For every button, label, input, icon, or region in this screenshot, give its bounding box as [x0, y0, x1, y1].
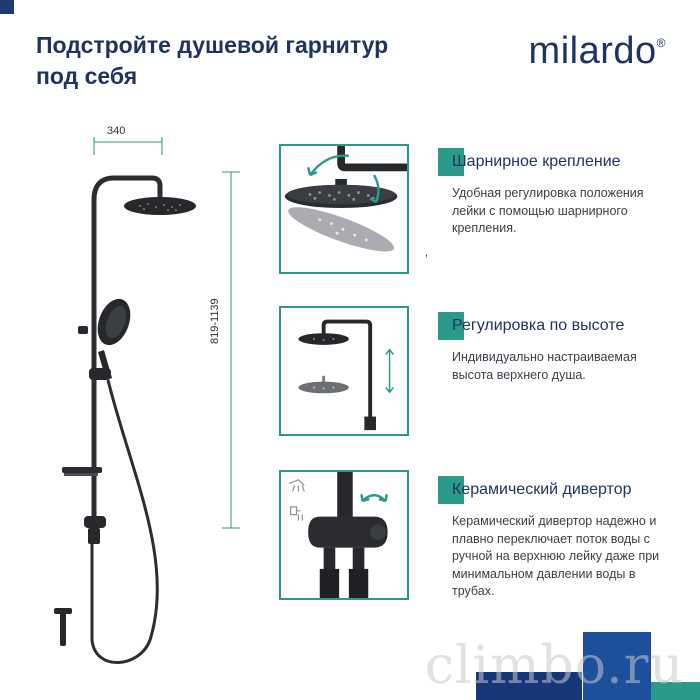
- diverter-icon: [281, 472, 407, 598]
- feature-description: Удобная регулировка положения лейки с помощью шарнирного крепления.: [452, 186, 644, 235]
- brand-name: milardo: [528, 30, 657, 72]
- soap-shelf: [62, 467, 102, 476]
- feature-swivel: [438, 148, 678, 238]
- registered-mark: ®: [656, 36, 666, 50]
- feature-height: [438, 312, 678, 384]
- height-dimension-label: 819-1139: [209, 298, 221, 344]
- feature-title: Шарнирное крепление: [438, 148, 678, 176]
- hand-shower: [92, 294, 137, 380]
- page-title-line1: Подстройте душевой гарнитур: [36, 32, 389, 58]
- height-adjust-icon: [281, 308, 407, 434]
- width-dimension-label: 340: [107, 125, 126, 137]
- feature-image-height: [279, 306, 409, 436]
- feature-description: Керамический дивертор надежно и плавно переключает поток воды с ручной на верхнюю лейку даже при минимальном давлении воды в трубах.: [452, 514, 660, 598]
- page-title-line2: под себя: [36, 63, 138, 89]
- watermark: climbo.ru: [424, 636, 684, 696]
- feature-image-diverter: [279, 470, 409, 600]
- feature-image-swivel: [279, 144, 409, 274]
- overhead-shower-head: [124, 197, 196, 215]
- feature-description: Индивидуально настраиваемая высота верхнего душа.: [452, 350, 637, 382]
- stray-mark: ,: [425, 247, 429, 259]
- feature-title: Регулировка по высоте: [438, 312, 678, 340]
- feature-title: Керамический дивертор: [438, 476, 678, 504]
- feature-diverter: [438, 476, 678, 601]
- tilt-showerhead-icon: [281, 146, 407, 272]
